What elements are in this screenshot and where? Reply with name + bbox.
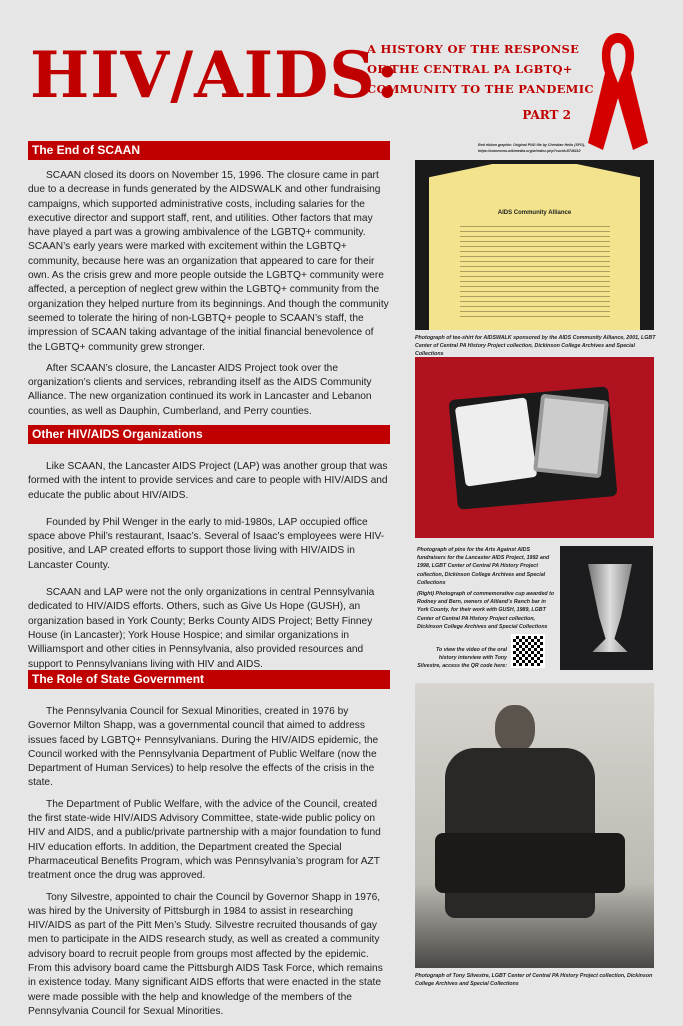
- paragraph: After SCAAN’s closure, the Lancaster AIDS Project took over the organization’s clients and services, rebranding itself as the AIDS Community Alliance. The new organization continued its work in Lancaster and Lebanon counties, as well as Dauphin, Cumberland, and Perry counties.: [28, 362, 372, 417]
- subtitle-line: COMMUNITY TO THE PANDEMIC: [367, 82, 594, 96]
- red-ribbon-icon: [583, 28, 653, 158]
- section-heading: Other HIV/AIDS Organizations: [28, 425, 390, 444]
- pins-photo: [415, 357, 654, 538]
- section-body: [28, 169, 390, 426]
- tshirt-photo: [415, 160, 654, 330]
- paragraph: The Pennsylvania Council for Sexual Minorities, created in 1976 by Governor Milton Shapp, was a governmental council that aimed to address issues faced by LGBTQ+ Pennsylvanians. During the HIV/AIDS epidemic, the Council worked with the Pennsylvania Department of Public Welfare (now the Department of Human Services) to help resolve the effects of the crisis in the state.: [28, 706, 379, 789]
- subtitle-line: OF THE CENTRAL PA LGBTQ+: [367, 62, 573, 76]
- section-body: [28, 705, 390, 1026]
- tony-caption: Photograph of Tony Silvestre, LGBT Center of Central PA History Project collection, Dickinson College Archives and Special Collections: [415, 973, 653, 988]
- poster-title: HIV/AIDS:: [30, 38, 400, 113]
- qr-code[interactable]: [511, 634, 545, 668]
- paragraph: The Department of Public Welfare, with the advice of the Council, created the first state-wide HIV/AIDS Advisory Committee, state-wide public policy on HIV and AIDS, and a public/private partnership with a major foundation to fund HIV education efforts. In addition, the Department created the Special Pharmaceutical Benefits Program, which was Pennsylvania’s program for AZT treatment once the drug was approved.: [28, 798, 381, 882]
- section-heading: The Role of State Government: [28, 670, 390, 689]
- tony-silvestre-photo: [415, 683, 654, 968]
- section-body: [28, 460, 390, 679]
- paragraph: Founded by Phil Wenger in the early to mid-1980s, LAP occupied office space above Phil’s restaurant, Isaac’s. Several of Isaac’s employees were HIV-positive, and LAP created efforts to support those living with HIV/AIDS in Lancaster County.: [28, 516, 385, 571]
- paragraph: SCAAN closed its doors on November 15, 1996. The closure came in part due to a decrease in funds generated by the AIDSWALK and other fundraising campaigns, which supported administrative costs, including salaries for the executive director and support staff, rent, and utilities. Other factors that may have played a part was a growing ambivalence of the LGBTQ+ community. SCAAN’s early years were marked with excitement within the LGBTQ+ community, because here was an organization that appeared to care for their own. As the crisis grew and more people outside the LGBTQ+ community were affected, a perception of neglect grew within the LGBTQ+ community from the organization they helped nurture from its beginnings. And though the community seemed to tolerate the hiring of non-LGBTQ+ people to SCAAN’s staff, the impression of SCAAN taking advantage of the initial financial benevolence of the LGBTQ+ community grew stronger.: [28, 170, 389, 353]
- tshirt-text: AIDS Community Alliance: [497, 210, 572, 216]
- section-heading: The End of SCAAN: [28, 141, 390, 160]
- part-label: PART 2: [522, 108, 571, 122]
- subtitle-line: A HISTORY OF THE RESPONSE: [367, 42, 580, 56]
- paragraph: SCAAN and LAP were not the only organizations in central Pennsylvania dedicated to HIV/AIDS efforts. Others, such as Give Us Hope (GUSH), an organization based in York County; Berks County AIDS Project; Betty Finney House (in Lancaster); York House Hospice; and similar organizations in Williamsport and other cities in Pennsylvania, also provided resources and support to Pennsylvanians living with HIV and AIDS.: [28, 587, 375, 670]
- paragraph: Tony Silvestre, appointed to chair the Council by Governor Shapp in 1976, was hired by the University of Pittsburgh in 1984 to assist in researching HIV/AIDS as part of the Pitt Men’s Study. Silvestre recruited thousands of gay men to participate in the AIDS research study, as well as created a community advisory board to recruit people from groups most affected by the epidemic. From this advisory board came the Pittsburgh AIDS Task Force, which remains in existence today. Many significant AIDS efforts that were enacted in the state were made possible with the help and knowledge of the members of the Pennsylvania Council for Sexual Minorities.: [28, 891, 383, 1017]
- tshirt-caption: Photograph of tee-shirt for AIDSWALK sponsored by the AIDS Community Alliance, 2001, LGBT Center of Central PA History Project collection, Dickinson College Archives and Special Collections: [415, 335, 656, 358]
- cup-caption: (Right) Photograph of commemorative cup awarded to Rodney and Bern, owners of Altland’s Ranch bar in York County, for their work with GUSH, 1989, LGBT Center of Central PA History Project collection, Dickinson College Archives and Special Collections: [417, 591, 555, 630]
- cup-photo: [560, 546, 653, 670]
- ribbon-credit: Red ribbon graphic: Original PNG file by Christian Heilo (SFG), https://commons.wikimedia.org/w/index.php?curid=5746110: [478, 143, 586, 153]
- paragraph: Like SCAAN, the Lancaster AIDS Project (LAP) was another group that was formed with the intent to provide services and care to people with HIV/AIDS and educate the public about HIV/AIDS.: [28, 461, 388, 501]
- pins-caption: Photograph of pins for the Arts Against AIDS fundraisers for the Lancaster AIDS Project, 1992 and 1998, LGBT Center of Central PA History Project collection, Dickinson College Archives and Special Collections: [417, 547, 550, 586]
- qr-caption: To view the video of the oral history interview with Tony Silvestre, access the QR code here:: [417, 647, 507, 670]
